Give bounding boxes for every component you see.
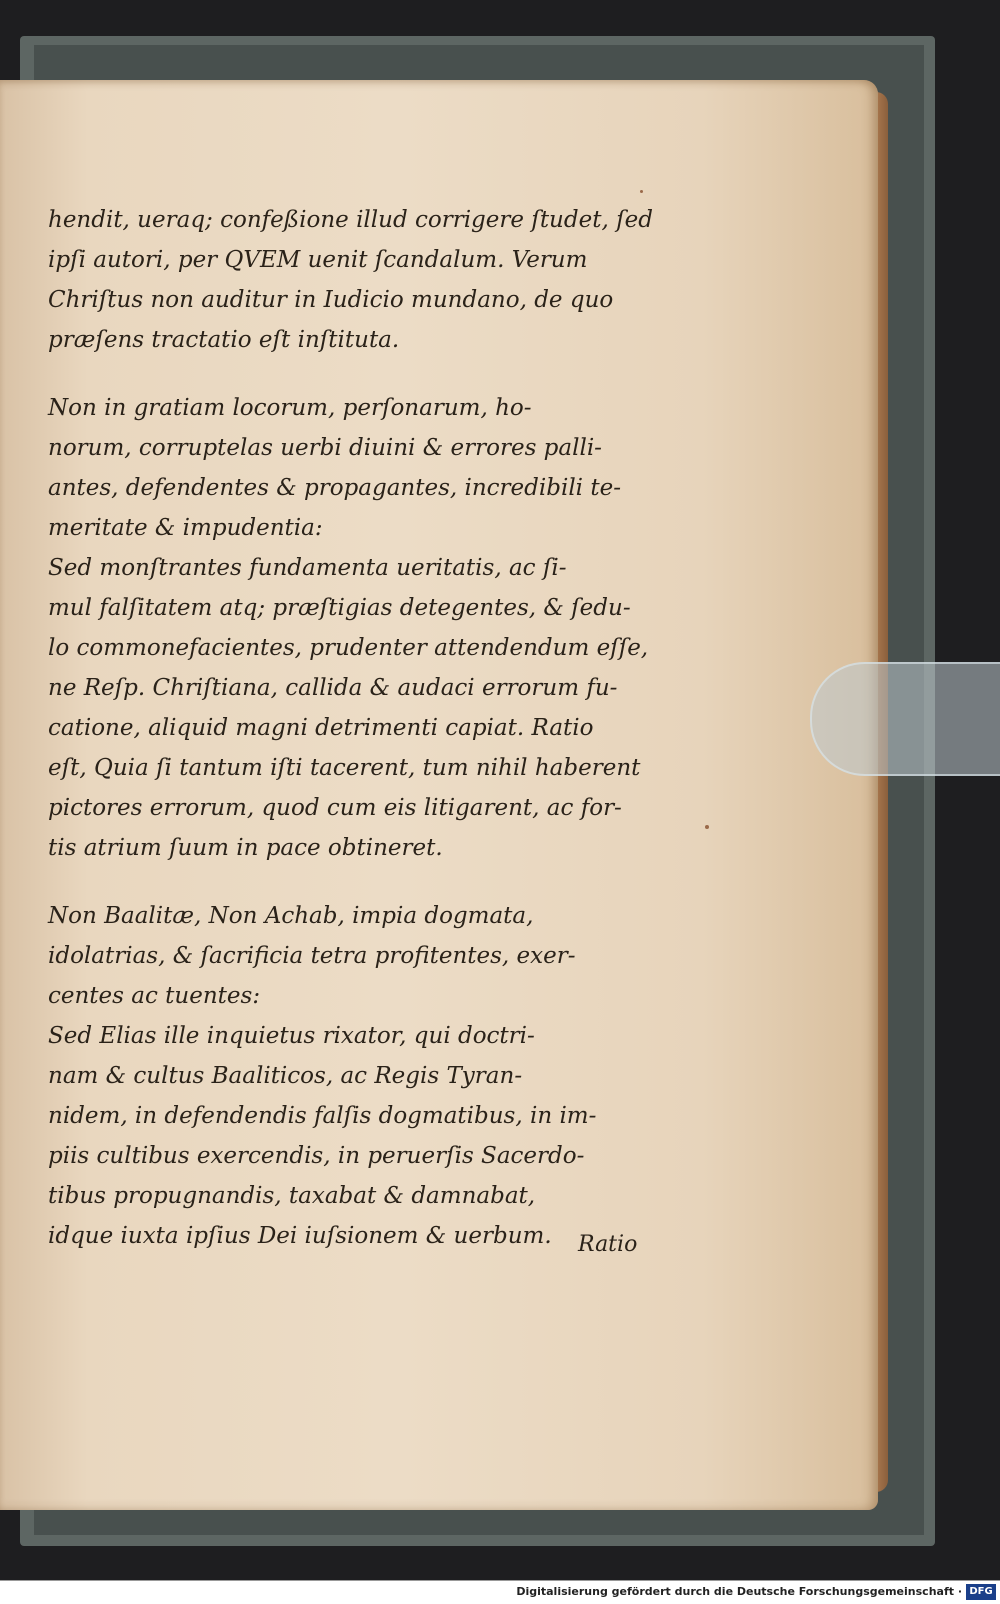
scanner-clip [810,662,1000,776]
paragraph-gap [48,868,648,896]
text-line: centes ac tuentes: [48,983,261,1009]
text-line: eſt, Quia ſi tantum iſti tacerent, tum nihil haberent [48,755,641,781]
paper-speck [640,190,643,193]
text-line: pictores errorum, quod cum eis litigarent, ac for- [48,795,622,821]
text-line: mul falſitatem atq; præſtigias detegentes, & ſedu- [48,595,631,621]
text-line: piis cultibus exercendis, in peruerſis Sacerdo- [48,1143,585,1169]
text-line: præſens tractatio eſt inſtituta. [48,327,400,353]
text-line: ne Reſp. Chriſtiana, callida & audaci errorum fu- [48,675,618,701]
text-line: Sed Elias ille inquietus rixator, qui doctri- [48,1023,535,1049]
text-line: Non Baalitæ, Non Achab, impia dogmata, [48,903,534,929]
paper-speck [705,825,709,829]
text-line: Non in gratiam locorum, perſonarum, ho- [48,395,532,421]
text-line: hendit, ueraq; confeßione illud corrigere ſtudet, ſed [48,207,653,233]
text-line: Chriſtus non auditur in Iudicio mundano, de quo [48,287,614,313]
text-line: tibus propugnandis, taxabat & damnabat, [48,1183,536,1209]
text-line: idolatrias, & ſacrificia tetra profitentes, exer- [48,943,576,969]
funding-credit: Digitalisierung gefördert durch die Deutsche Forschungsgemeinschaft · [516,1585,962,1598]
text-line: nidem, in defendendis falſis dogmatibus, in im- [48,1103,597,1129]
text-line: catione, aliquid magni detrimenti capiat. Ratio [48,715,594,741]
text-line: meritate & impudentia: [48,515,323,541]
attribution-bar [0,1580,1000,1604]
text-line: norum, corruptelas uerbi diuini & errores palli- [48,435,602,461]
text-line: ipſi autori, per QVEM uenit ſcandalum. Verum [48,247,588,273]
text-line: lo commonefacientes, prudenter attendendum eſſe, [48,635,649,661]
text-line: Sed monſtrantes fundamenta ueritatis, ac ſi- [48,555,567,581]
page-text [48,200,653,1256]
dfg-logo: DFG [966,1584,996,1600]
paragraph-gap [48,360,648,388]
text-line: tis atrium ſuum in pace obtineret. [48,835,443,861]
text-line: antes, defendentes & propagantes, incredibili te- [48,475,621,501]
catchword: Ratio [578,1232,638,1257]
text-line: nam & cultus Baaliticos, ac Regis Tyran- [48,1063,523,1089]
text-line: idque iuxta ipſius Dei iuſsionem & uerbum. [48,1223,552,1249]
